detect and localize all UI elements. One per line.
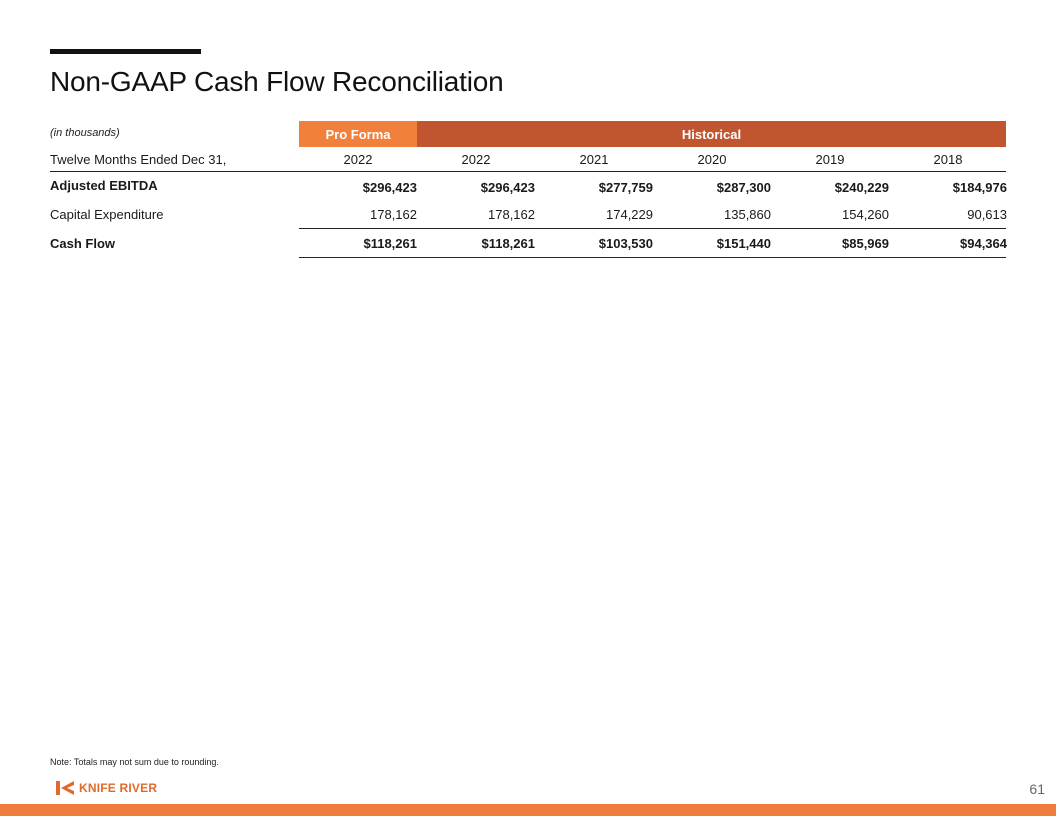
table-cell: $296,423 <box>480 180 535 195</box>
column-header: 2021 <box>579 152 609 167</box>
subtotal-divider <box>299 228 1006 229</box>
table-row-capital-expenditure <box>50 203 1006 227</box>
table-cell: $85,969 <box>842 236 889 251</box>
header-divider <box>50 171 1006 172</box>
page-title: Non-GAAP Cash Flow Reconciliation <box>50 66 504 97</box>
row-label: Adjusted EBITDA <box>50 178 158 193</box>
table-cell: $184,976 <box>952 180 1007 195</box>
table-cell: $151,440 <box>716 236 771 251</box>
table-cell: $94,364 <box>960 236 1007 251</box>
table-cell: 178,162 <box>488 207 535 222</box>
column-header-row <box>50 148 1006 172</box>
brand-logo <box>56 781 157 795</box>
title-rule <box>50 49 201 54</box>
table-cell: $103,530 <box>598 236 653 251</box>
page-number: 61 <box>1029 781 1045 797</box>
table-cell: $118,261 <box>363 236 417 251</box>
total-divider <box>299 257 1006 258</box>
period-label: Twelve Months Ended Dec 31, <box>50 152 227 167</box>
table-cell: $296,423 <box>362 180 417 195</box>
table-cell: $287,300 <box>716 180 771 195</box>
knife-river-logo-icon <box>56 781 75 795</box>
table-cell: 174,229 <box>606 207 653 222</box>
table-cell: 178,162 <box>370 207 417 222</box>
row-label: Cash Flow <box>50 236 116 251</box>
rounding-note: Note: Totals may not sum due to rounding. <box>50 757 219 767</box>
bottom-accent-bar <box>0 804 1056 816</box>
row-label: Capital Expenditure <box>50 207 164 222</box>
table-row-adjusted-ebitda <box>50 174 1006 198</box>
table-cell: 135,860 <box>724 207 771 222</box>
column-header: 2022 <box>461 152 491 167</box>
historical-header: Historical <box>417 121 1006 147</box>
table-cell: 90,613 <box>967 207 1007 222</box>
table-cell: $118,261 <box>481 236 535 251</box>
column-header: 2020 <box>697 152 727 167</box>
table-cell: 154,260 <box>842 207 889 222</box>
column-header: 2018 <box>933 152 963 167</box>
pro-forma-header: Pro Forma <box>299 121 417 147</box>
column-header: 2022 <box>343 152 373 167</box>
table-cell: $240,229 <box>834 180 889 195</box>
table-cell: $277,759 <box>598 180 653 195</box>
column-header: 2019 <box>815 152 845 167</box>
brand-name: KNIFE RIVER <box>79 781 158 795</box>
table-row-cash-flow <box>50 232 1006 256</box>
units-note: (in thousands) <box>50 127 120 139</box>
